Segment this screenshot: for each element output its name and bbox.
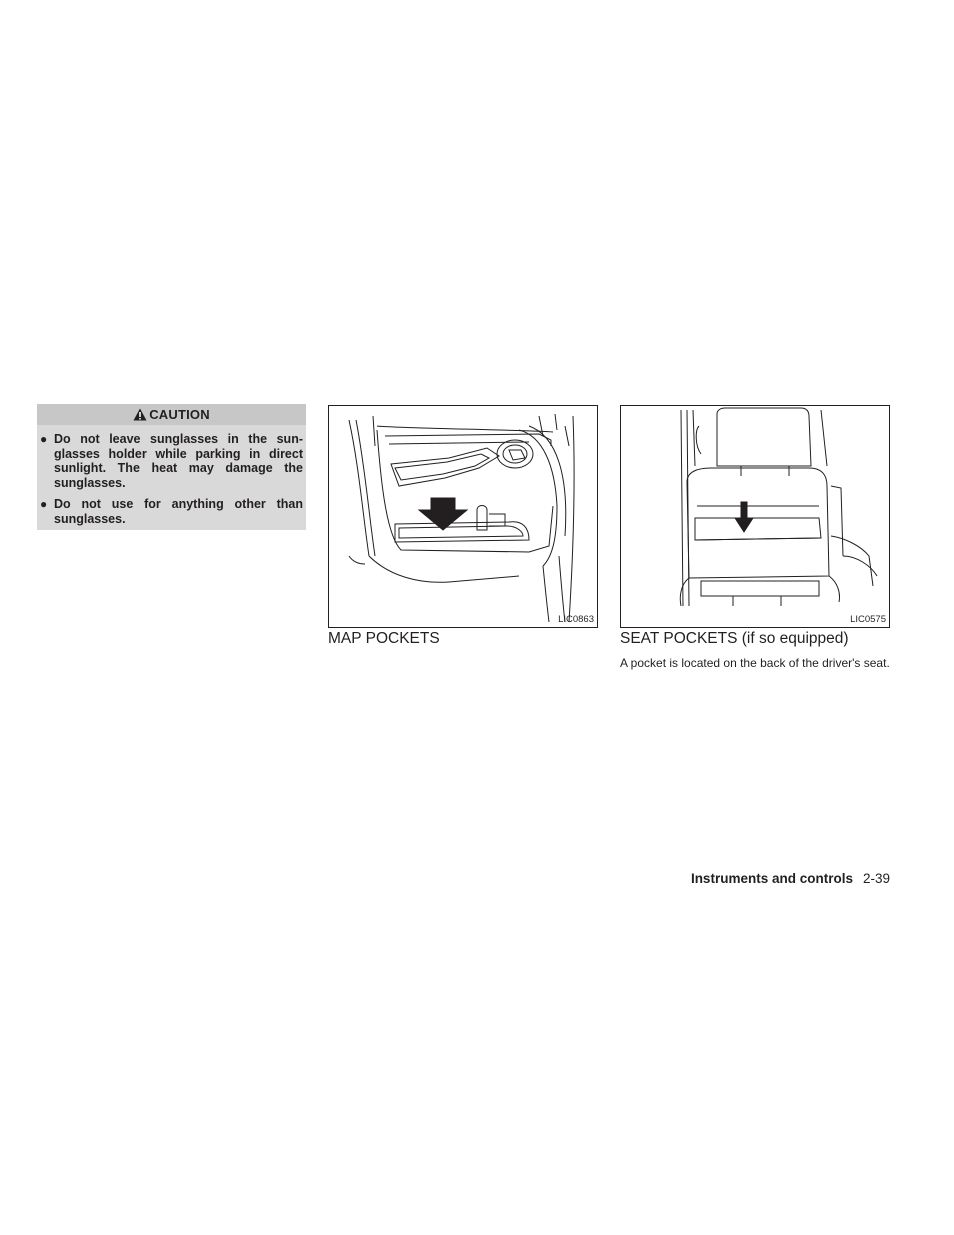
page-number: 2-39	[862, 871, 890, 886]
footer-section-title: Instruments and controls	[690, 871, 853, 886]
bullet-icon: ●	[40, 432, 48, 446]
caution-box	[37, 404, 306, 530]
caution-item-text: Do not leave sunglasses in the sun-glasses holder while parking in direct sunlight. The heat may damage the sunglasses.	[54, 432, 303, 490]
caution-title: CAUTION	[149, 407, 210, 422]
bullet-icon: ●	[40, 497, 48, 512]
seat-pockets-body: A pocket is located on the back of the driver's seat.	[620, 656, 890, 670]
seat-pockets-title: SEAT POCKETS (if so equipped)	[620, 630, 849, 647]
caution-item-text: Do not use for anything other than sunglasses.	[54, 497, 303, 526]
caution-list	[37, 432, 306, 534]
map-pockets-title: MAP POCKETS	[328, 630, 440, 647]
seatback-pocket-illustration-icon	[621, 406, 889, 627]
warning-triangle-icon	[133, 408, 147, 421]
figure-code: LIC0863	[558, 614, 594, 625]
seat-pocket-figure	[620, 405, 890, 628]
caution-item	[37, 497, 306, 526]
map-pocket-figure	[328, 405, 598, 628]
caution-item	[37, 432, 306, 490]
page-footer	[691, 871, 890, 886]
figure-code: LIC0575	[850, 614, 886, 625]
caution-header	[37, 404, 306, 425]
door-map-pocket-illustration-icon	[329, 406, 597, 627]
